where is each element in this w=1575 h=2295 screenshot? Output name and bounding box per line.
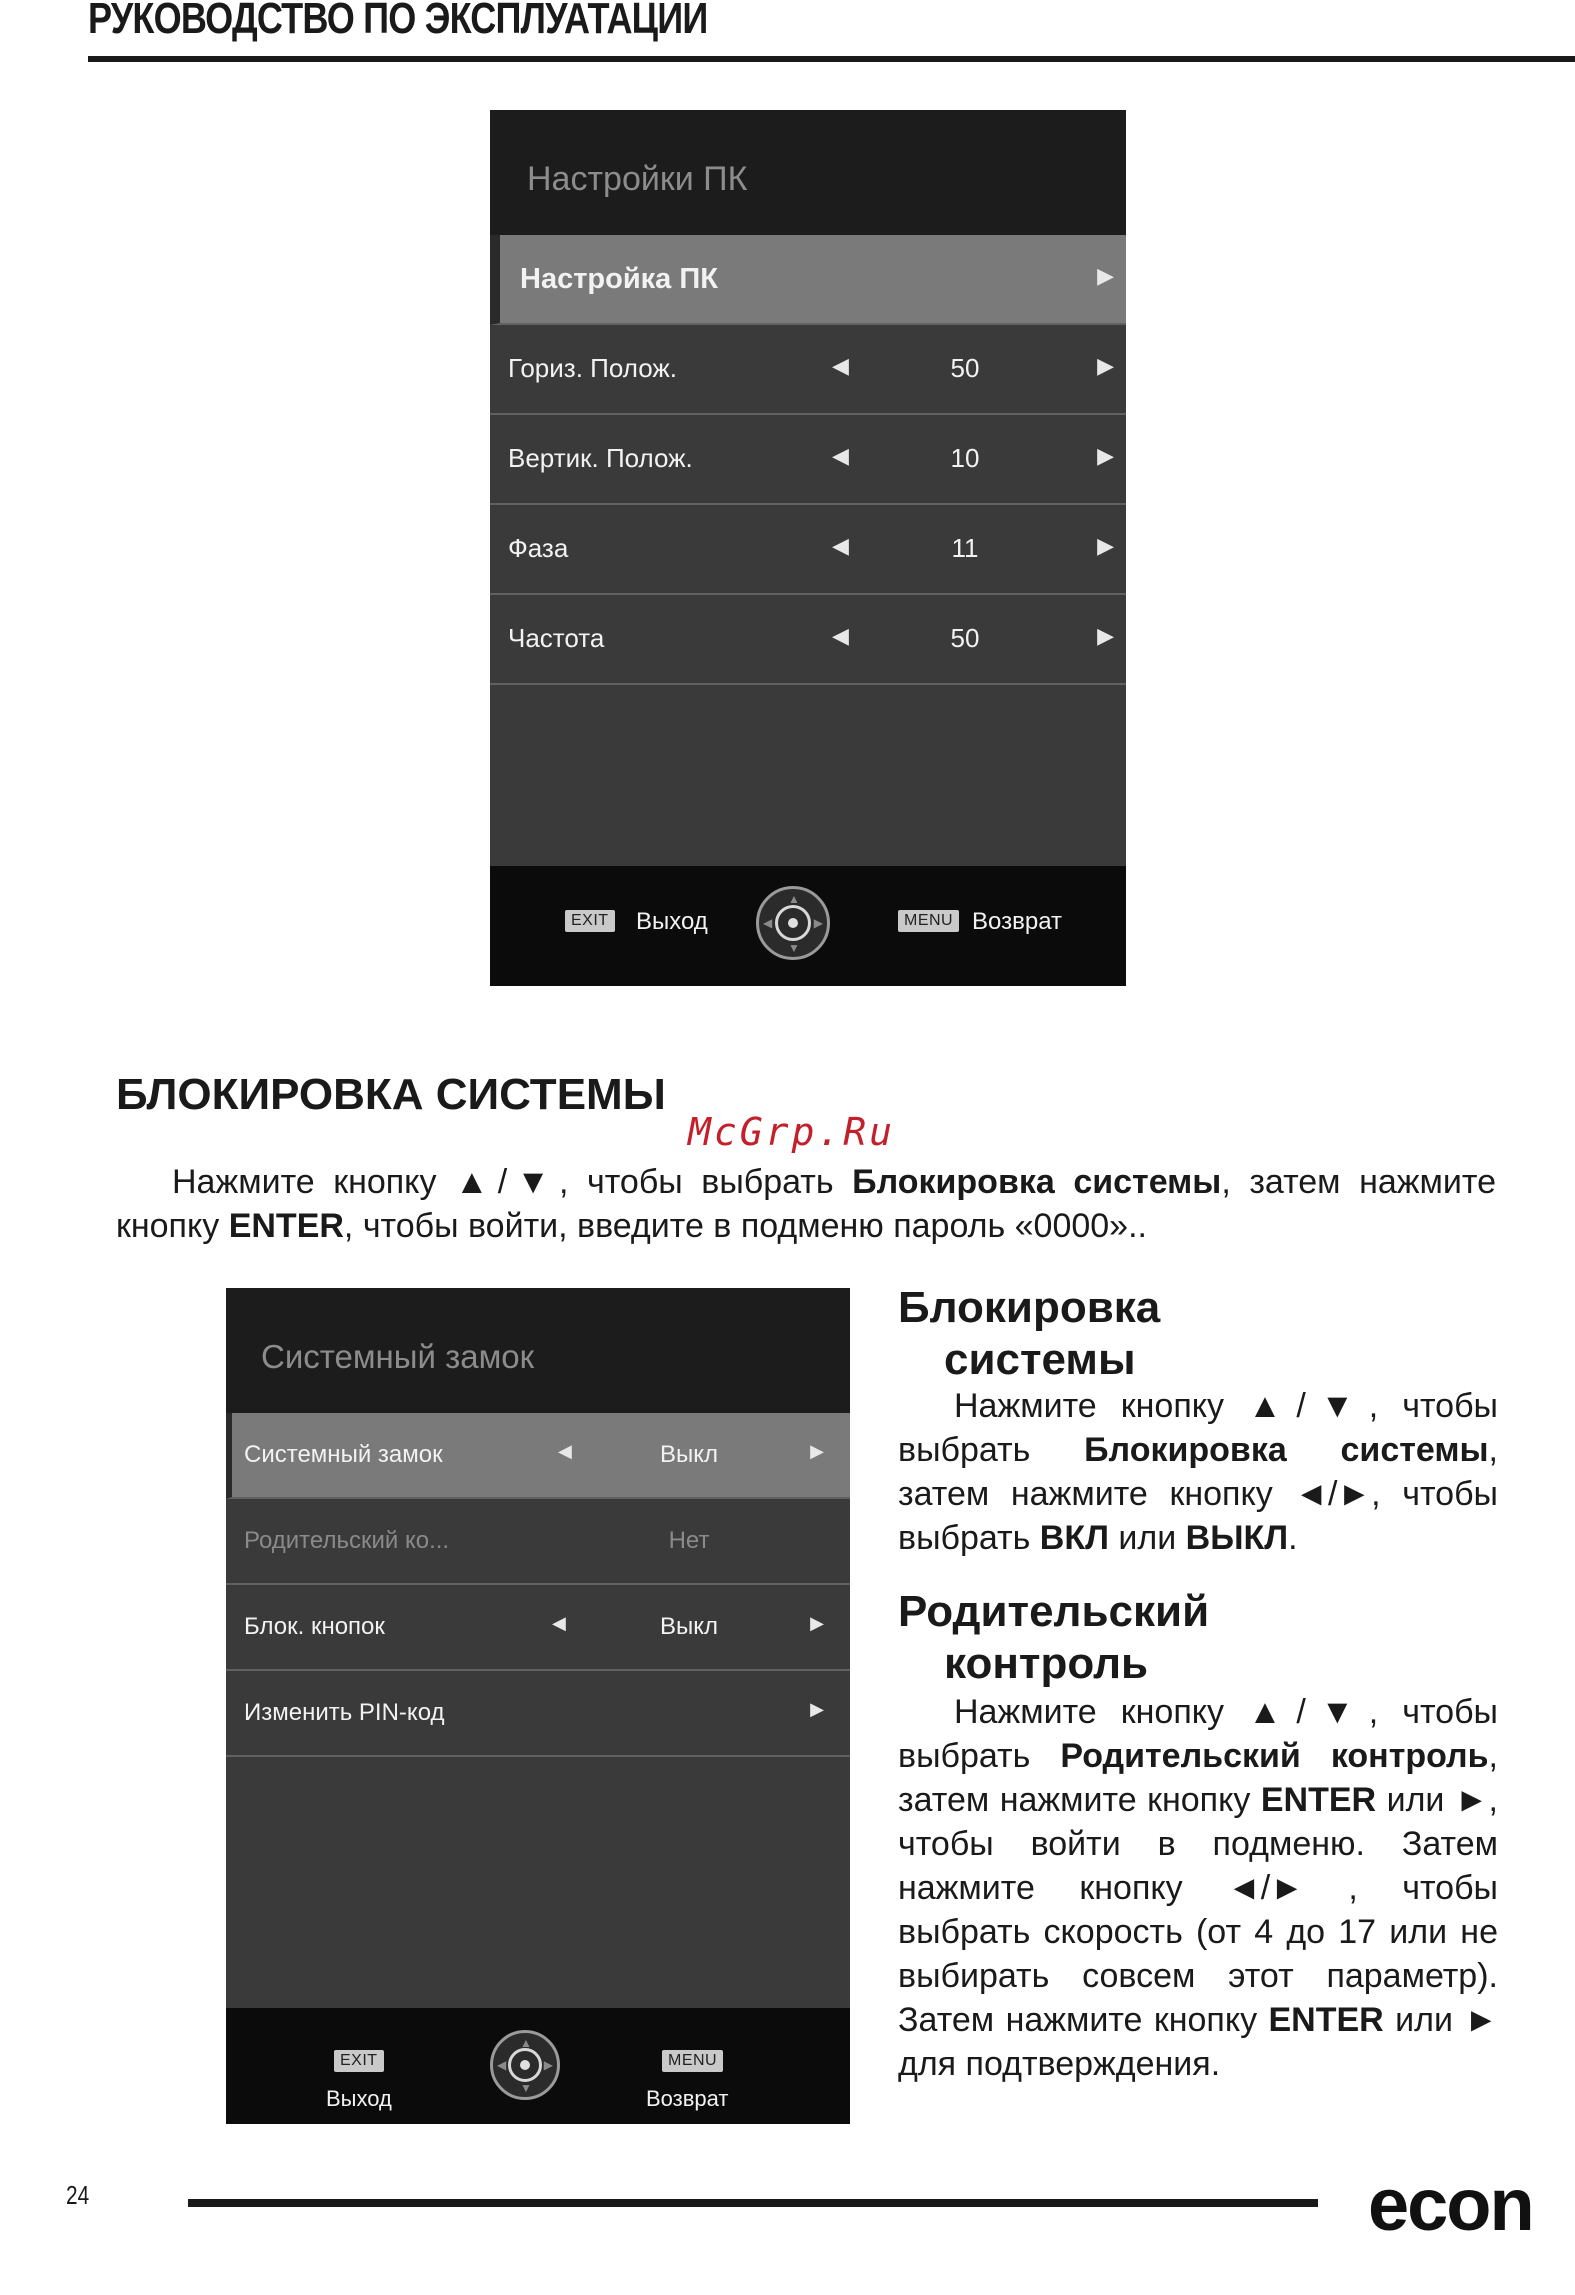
arrow-left-icon[interactable]: ◀ [832, 623, 849, 648]
header-divider [88, 56, 1575, 62]
parental-paragraph: Нажмите кнопку ▲/▼, чтобы выбрать Родительский контроль, затем нажмите кнопку ENTER или ►, чтобы войти в подменю. Затем нажмите кнопку ◄/► , чтобы выбрать скорость (от 4 до 17 или не выбирать совсем этот параметр). Затем нажмите кнопку ENTER или ► для подтверждения. [898, 1693, 1499, 2083]
menu-title: Настройки ПК [527, 160, 748, 198]
menu-header [226, 1288, 850, 1413]
menu-row-value: Выкл [659, 1613, 719, 1640]
menu-item-system-lock[interactable] [226, 1413, 850, 1499]
menu-row-value: 50 [950, 623, 980, 653]
lock-subtitle: Блокировка системы [898, 1283, 1161, 1384]
menu-row-label: Системный замок [244, 1441, 443, 1468]
menu-row-label: Изменить PIN-код [244, 1699, 445, 1726]
menu-header [490, 110, 1126, 235]
exit-label: Выход [326, 2086, 392, 2111]
menu-row[interactable] [490, 415, 1126, 505]
menu-row-value: 50 [950, 353, 980, 383]
menu-row[interactable] [490, 505, 1126, 595]
arrow-right-icon[interactable]: ▶ [810, 1699, 824, 1719]
parental-subtitle: Родительский контроль [898, 1587, 1210, 1688]
arrow-right-icon[interactable]: ▶ [810, 1613, 824, 1633]
exit-label: Выход [636, 908, 708, 935]
menu-footer [490, 866, 1126, 986]
arrow-right-icon: ▶ [1097, 263, 1114, 288]
menu-row-value: 11 [951, 533, 979, 563]
lock-paragraph: Нажмите кнопку ▲/▼, чтобы выбрать Блокировка системы, затем нажмите кнопку ◄/►, чтобы выбрать ВКЛ или ВЫКЛ. [898, 1387, 1498, 1557]
brand-logo: econ [1368, 2163, 1533, 2246]
menu-item-pc-setup[interactable] [490, 235, 1126, 325]
dpad-icon: ▲ ▼ ◀ ▶ [756, 886, 830, 960]
menu-row-value: Выкл [659, 1441, 719, 1468]
menu-row-label: Частота [508, 623, 605, 653]
pc-settings-menu [490, 110, 1126, 986]
arrow-left-icon[interactable]: ◀ [832, 353, 849, 378]
arrow-right-icon[interactable]: ▶ [1097, 443, 1114, 468]
intro-paragraph: Нажмите кнопку ▲/▼, чтобы выбрать Блокировка системы, затем нажмите кнопку ENTER, чтобы войти, введите в подменю пароль «0000».. [116, 1163, 1496, 1245]
menu-row-label: Блок. кнопок [244, 1613, 385, 1640]
menu-row-label: Родительский ко... [244, 1527, 450, 1554]
exit-key-badge[interactable]: EXIT [565, 910, 615, 932]
menu-row-value: Нет [668, 1527, 710, 1554]
dpad-icon: ▲ ▼ ◀ ▶ [490, 2030, 560, 2100]
menu-row[interactable] [490, 595, 1126, 685]
menu-item-change-pin[interactable] [226, 1671, 850, 1757]
section-title: БЛОКИРОВКА СИСТЕМЫ [116, 1070, 666, 1119]
arrow-right-icon[interactable]: ▶ [1097, 353, 1114, 378]
arrow-left-icon[interactable]: ◀ [832, 443, 849, 468]
footer-divider [188, 2199, 1318, 2207]
exit-key-badge[interactable]: EXIT [334, 2050, 384, 2072]
arrow-left-icon[interactable]: ◀ [558, 1441, 572, 1461]
menu-row-value: 10 [950, 443, 980, 473]
page-number: 24 [66, 2180, 90, 2210]
menu-row[interactable] [490, 325, 1126, 415]
arrow-right-icon[interactable]: ▶ [1097, 623, 1114, 648]
arrow-right-icon[interactable]: ▶ [810, 1441, 824, 1461]
arrow-right-icon[interactable]: ▶ [1097, 533, 1114, 558]
back-label: Возврат [972, 908, 1062, 935]
arrow-left-icon[interactable]: ◀ [832, 533, 849, 558]
menu-key-badge[interactable]: MENU [898, 910, 959, 932]
menu-footer [226, 2008, 850, 2124]
menu-row-label: Фаза [508, 533, 569, 563]
menu-item-key-lock[interactable] [226, 1585, 850, 1671]
menu-key-badge[interactable]: MENU [662, 2050, 723, 2072]
menu-title: Системный замок [261, 1338, 535, 1375]
back-label: Возврат [646, 2086, 729, 2111]
document-title: РУКОВОДСТВО ПО ЭКСПЛУАТАЦИИ [88, 0, 708, 43]
menu-row-label: Вертик. Полож. [508, 443, 693, 473]
watermark: McGrp.Ru [688, 1110, 896, 1154]
arrow-left-icon[interactable]: ◀ [552, 1613, 566, 1633]
system-lock-menu [226, 1288, 850, 2124]
menu-item-label: Настройка ПК [520, 263, 718, 295]
menu-row-label: Гориз. Полож. [508, 353, 677, 383]
menu-item-parental-control[interactable] [226, 1499, 850, 1585]
